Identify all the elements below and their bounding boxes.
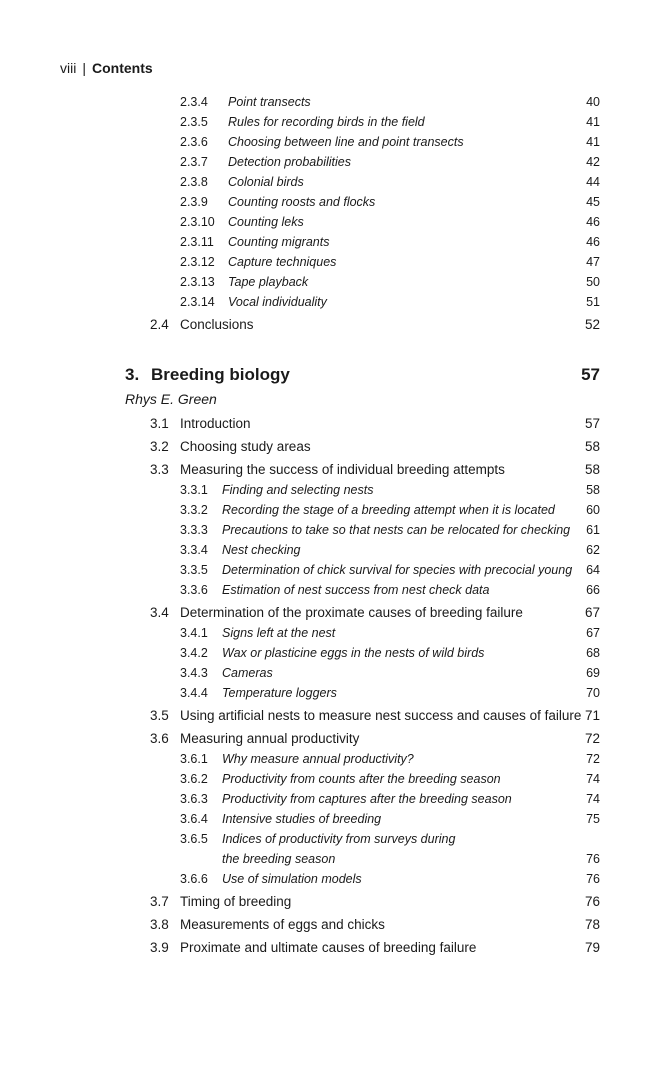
toc-entry-page: 76 [584, 894, 600, 909]
toc-entry-title: Counting migrants [228, 235, 330, 249]
toc-entry-page: 41 [586, 115, 600, 129]
toc-subsection-row[interactable] [0, 172, 662, 192]
toc-entry-page: 57 [584, 416, 600, 431]
toc-entry-number: 2.3.5 [180, 115, 208, 129]
toc-entry-page: 52 [584, 317, 600, 332]
toc-entry-number: 3.6.2 [180, 772, 208, 786]
toc-entry-title: Counting leks [228, 215, 304, 229]
toc-entry-title: Point transects [228, 95, 311, 109]
page-number: viii [60, 60, 77, 76]
toc-entry-number: 3.4.3 [180, 666, 208, 680]
toc-entry-title: Productivity from counts after the breeding season [222, 772, 501, 786]
toc-entry-page: 62 [586, 543, 600, 557]
toc-entry-page: 79 [584, 940, 600, 955]
toc-entry-page: 58 [584, 462, 600, 477]
toc-subsection-row[interactable] [0, 292, 662, 312]
toc-entry-number: 3.8 [150, 917, 169, 932]
toc-entry-page: 66 [586, 583, 600, 597]
toc-entry-page: 51 [586, 295, 600, 309]
toc-entry-number: 3.3.1 [180, 483, 208, 497]
toc-entry-number: 3.3.3 [180, 523, 208, 537]
toc-entry-number: 2.3.14 [180, 295, 215, 309]
toc-entry-title: Determination of the proximate causes of breeding failure [180, 605, 523, 620]
toc-entry-page: 74 [586, 772, 600, 786]
toc-entry-page: 50 [586, 275, 600, 289]
toc-subsection-row[interactable] [0, 192, 662, 212]
toc-subsection-row[interactable] [0, 252, 662, 272]
chapter-title: Breeding biology [151, 365, 290, 384]
toc-entry-title: Precautions to take so that nests can be relocated for checking [222, 523, 571, 537]
toc-entry-number: 3.6.6 [180, 872, 208, 886]
toc-entry-page: 67 [586, 626, 600, 640]
toc-subsection-row[interactable] [0, 580, 662, 600]
toc-section-row[interactable] [0, 729, 662, 749]
toc-entry-number: 2.4 [150, 317, 169, 332]
toc-entry-number: 3.3.2 [180, 503, 208, 517]
toc-subsection-row[interactable] [0, 480, 662, 500]
toc-entry-title: Counting roosts and flocks [228, 195, 376, 209]
toc-entry-title: Choosing between line and point transects [228, 135, 464, 149]
toc-entry-page: 45 [586, 195, 600, 209]
chapter-heading[interactable] [0, 363, 662, 387]
toc-entry-number: 3.4.1 [180, 626, 208, 640]
toc-entry-title: Intensive studies of breeding [222, 812, 382, 826]
toc-section-row[interactable] [0, 915, 662, 935]
toc-entry-title: Why measure annual productivity? [222, 752, 414, 766]
toc-entry-title: Signs left at the nest [222, 626, 336, 640]
toc-entry-number: 3.3 [150, 462, 169, 477]
toc-subsection-row[interactable] [0, 212, 662, 232]
chapter-author: Rhys E. Green [125, 391, 217, 407]
toc-entry-page: 46 [586, 215, 600, 229]
toc-entry-page: 67 [584, 605, 600, 620]
chapter-number: 3. [125, 365, 140, 384]
toc-entry-number: 3.7 [150, 894, 169, 909]
toc-entry-title: Recording the stage of a breeding attempt when it is located [222, 503, 555, 517]
toc-entry-title: Colonial birds [228, 175, 304, 189]
toc-entry-number: 2.3.13 [180, 275, 215, 289]
toc-entry-page: 44 [586, 175, 600, 189]
toc-entry-number: 2.3.12 [180, 255, 215, 269]
toc-entry-title: Indices of productivity from surveys during [222, 832, 456, 846]
running-head-title: Contents [91, 60, 153, 76]
toc-entry-number: 2.3.11 [180, 235, 214, 249]
toc-subsection-row[interactable] [0, 749, 662, 769]
toc-entry-title: Determination of chick survival for species with precocial young [222, 563, 573, 577]
toc-entry-title: Proximate and ultimate causes of breeding failure [180, 940, 477, 955]
toc-entry-title: Measuring annual productivity [180, 731, 360, 746]
toc-entry-number: 3.4.4 [180, 686, 208, 700]
toc-entry-title: Measurements of eggs and chicks [180, 917, 385, 932]
toc-subsection-row[interactable] [0, 232, 662, 252]
toc-subsection-row[interactable] [0, 829, 662, 849]
toc-entry-title: Temperature loggers [222, 686, 337, 700]
toc-entry-page: 78 [584, 917, 600, 932]
toc-subsection-row[interactable] [0, 789, 662, 809]
toc-entry-number: 3.6.1 [180, 752, 208, 766]
toc-entry-title: Introduction [180, 416, 251, 431]
toc-entry-title: Wax or plasticine eggs in the nests of wild birds [222, 646, 485, 660]
separator: | [82, 60, 86, 76]
toc-entry-number: 3.3.4 [180, 543, 208, 557]
toc-section-row[interactable] [0, 706, 662, 726]
toc-entry-number: 3.6.4 [180, 812, 208, 826]
toc-subsection-row[interactable] [0, 869, 662, 889]
toc-entry-title: Tape playback [228, 275, 309, 289]
toc-entry-number: 3.1 [150, 416, 169, 431]
toc-entry-title: Vocal individuality [228, 295, 327, 309]
toc-entry-page: 74 [586, 792, 600, 806]
toc-entry-number: 3.3.6 [180, 583, 208, 597]
toc-section-row[interactable] [0, 414, 662, 434]
toc-subsection-row[interactable] [0, 132, 662, 152]
toc-subsection-row[interactable] [0, 809, 662, 829]
toc-section-row[interactable] [0, 437, 662, 457]
toc-entry-title: Timing of breeding [180, 894, 292, 909]
toc-entry-number: 3.4.2 [180, 646, 208, 660]
toc-entry-page: 58 [586, 483, 600, 497]
toc-entry-page: 64 [586, 563, 600, 577]
toc-section-row[interactable] [0, 460, 662, 480]
toc-entry-title: the breeding season [222, 852, 336, 866]
toc-entry-title: Nest checking [222, 543, 301, 557]
toc-entry-page: 76 [586, 872, 600, 886]
toc-entry-title: Using artificial nests to measure nest success and causes of failure [180, 708, 582, 723]
toc-entry-title: Estimation of nest success from nest check data [222, 583, 490, 597]
toc-entry-number: 3.5 [150, 708, 169, 723]
toc-entry-title: Rules for recording birds in the field [228, 115, 425, 129]
toc-subsection-row[interactable] [0, 152, 662, 172]
toc-entry-title: Detection probabilities [228, 155, 351, 169]
toc-entry-number: 2.3.8 [180, 175, 208, 189]
toc-entry-title: Productivity from captures after the breeding season [222, 792, 512, 806]
toc-subsection-row[interactable] [0, 769, 662, 789]
toc-entry-page: 72 [586, 752, 600, 766]
toc-entry-page: 68 [586, 646, 600, 660]
toc-entry-title: Use of simulation models [222, 872, 362, 886]
toc-entry-page: 71 [584, 708, 600, 723]
toc-entry-number: 2.3.6 [180, 135, 208, 149]
toc-entry-page: 60 [586, 503, 600, 517]
toc-entry-number: 2.3.10 [180, 215, 215, 229]
toc-section-row[interactable] [0, 938, 662, 958]
toc-section-row[interactable] [0, 315, 662, 335]
toc-entry-page: 58 [584, 439, 600, 454]
toc-subsection-row[interactable] [0, 500, 662, 520]
toc-subsection-row[interactable] [0, 623, 662, 643]
toc-subsection-row[interactable] [0, 92, 662, 112]
toc-subsection-row[interactable] [0, 540, 662, 560]
chapter-page: 57 [581, 365, 600, 384]
toc-entry-number: 3.6 [150, 731, 169, 746]
toc-entry-number: 3.6.5 [180, 832, 208, 846]
toc-entry-page: 69 [586, 666, 600, 680]
toc-entry-page: 46 [586, 235, 600, 249]
toc-section-row[interactable] [0, 603, 662, 623]
toc-entry-page: 75 [586, 812, 600, 826]
toc-entry-number: 3.2 [150, 439, 169, 454]
toc-entry-number: 3.3.5 [180, 563, 208, 577]
toc-subsection-row[interactable] [0, 643, 662, 663]
running-head [60, 58, 153, 78]
toc-entry-title: Cameras [222, 666, 273, 680]
toc-section-row[interactable] [0, 892, 662, 912]
toc-entry-page: 40 [586, 95, 600, 109]
toc-entry-title: Capture techniques [228, 255, 337, 269]
toc-entry-title: Choosing study areas [180, 439, 311, 454]
toc-subsection-row[interactable] [0, 663, 662, 683]
toc-entry-title: Conclusions [180, 317, 254, 332]
toc-subsection-row[interactable] [0, 520, 662, 540]
toc-entry-number: 3.6.3 [180, 792, 208, 806]
toc-subsection-row[interactable] [0, 849, 662, 869]
toc-subsection-row[interactable] [0, 683, 662, 703]
toc-entry-page: 47 [586, 255, 600, 269]
toc-entry-number: 3.9 [150, 940, 169, 955]
toc-entry-page: 70 [586, 686, 600, 700]
toc-entry-page: 72 [584, 731, 600, 746]
toc-entry-number: 3.4 [150, 605, 169, 620]
toc-subsection-row[interactable] [0, 560, 662, 580]
toc-subsection-row[interactable] [0, 272, 662, 292]
toc-entry-title: Finding and selecting nests [222, 483, 374, 497]
toc-entry-page: 61 [586, 523, 600, 537]
toc-subsection-row[interactable] [0, 112, 662, 132]
toc-entry-page: 42 [586, 155, 600, 169]
toc-entry-page: 41 [586, 135, 600, 149]
toc-entry-number: 2.3.9 [180, 195, 208, 209]
toc-entry-number: 2.3.7 [180, 155, 208, 169]
toc-entry-number: 2.3.4 [180, 95, 208, 109]
toc-entry-title: Measuring the success of individual breeding attempts [180, 462, 505, 477]
toc-entry-page: 76 [586, 852, 600, 866]
